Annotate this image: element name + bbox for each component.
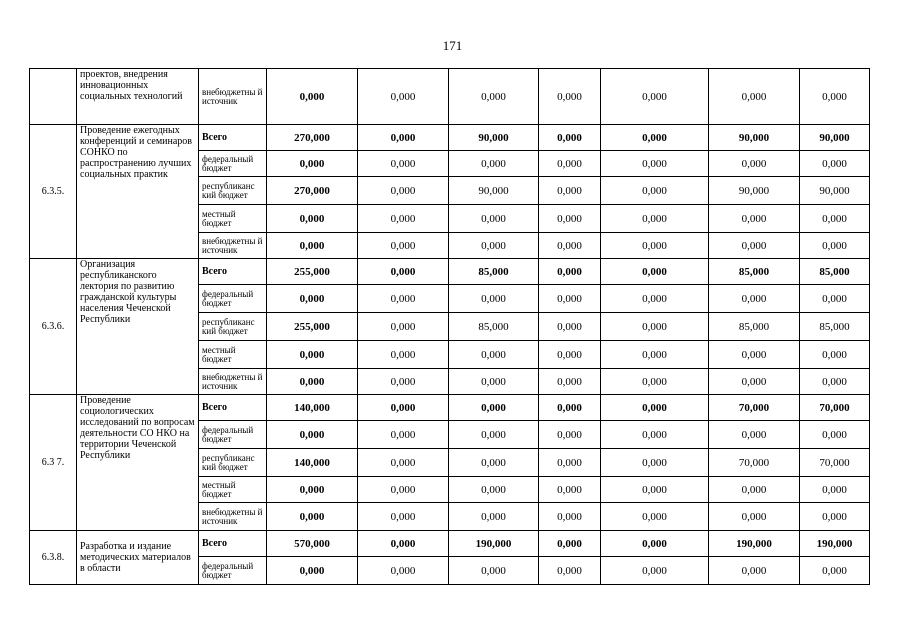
value-cell: 0,000 bbox=[358, 205, 449, 233]
value-cell: 270,000 bbox=[267, 125, 358, 151]
value-cell: 0,000 bbox=[601, 557, 709, 585]
value-cell: 0,000 bbox=[449, 421, 539, 449]
value-cell: 0,000 bbox=[539, 477, 601, 503]
value-cell: 0,000 bbox=[358, 69, 449, 125]
value-cell: 0,000 bbox=[358, 285, 449, 313]
value-cell: 0,000 bbox=[449, 395, 539, 421]
value-cell: 0,000 bbox=[449, 69, 539, 125]
value-cell: 140,000 bbox=[267, 395, 358, 421]
item-title-cell: Проведение социологических исследований по вопросам деятельности СО НКО на территории Чеченской Республики bbox=[77, 395, 199, 531]
value-cell: 0,000 bbox=[709, 503, 800, 531]
item-title-cell: проектов, внедрения инновационных социальных технологий bbox=[77, 69, 199, 125]
value-cell: 90,000 bbox=[709, 177, 800, 205]
funding-source-cell: внебюджетны й источник bbox=[199, 69, 267, 125]
value-cell: 0,000 bbox=[449, 233, 539, 259]
funding-source-cell: Всего bbox=[199, 259, 267, 285]
budget-table bbox=[29, 68, 870, 585]
funding-source-cell: федеральный бюджет bbox=[199, 557, 267, 585]
value-cell: 0,000 bbox=[539, 313, 601, 341]
item-code-cell: 6.3.8. bbox=[30, 531, 77, 585]
funding-source-cell: местный бюджет bbox=[199, 205, 267, 233]
value-cell: 0,000 bbox=[539, 125, 601, 151]
value-cell: 0,000 bbox=[601, 151, 709, 177]
value-cell: 140,000 bbox=[267, 449, 358, 477]
value-cell: 0,000 bbox=[709, 285, 800, 313]
value-cell: 0,000 bbox=[601, 449, 709, 477]
value-cell: 0,000 bbox=[601, 313, 709, 341]
value-cell: 0,000 bbox=[601, 177, 709, 205]
value-cell: 0,000 bbox=[358, 421, 449, 449]
value-cell: 0,000 bbox=[358, 503, 449, 531]
value-cell: 0,000 bbox=[539, 395, 601, 421]
value-cell: 85,000 bbox=[800, 313, 870, 341]
funding-source-cell: местный бюджет bbox=[199, 341, 267, 369]
value-cell: 190,000 bbox=[449, 531, 539, 557]
page-number: 171 bbox=[442, 38, 463, 53]
value-cell: 0,000 bbox=[358, 557, 449, 585]
value-cell: 270,000 bbox=[267, 177, 358, 205]
table-row bbox=[30, 259, 870, 285]
funding-source-cell: местный бюджет bbox=[199, 477, 267, 503]
value-cell: 0,000 bbox=[800, 151, 870, 177]
funding-source-cell: Всего bbox=[199, 125, 267, 151]
value-cell: 70,000 bbox=[800, 449, 870, 477]
value-cell: 0,000 bbox=[539, 177, 601, 205]
value-cell: 0,000 bbox=[358, 177, 449, 205]
value-cell: 0,000 bbox=[800, 285, 870, 313]
value-cell: 0,000 bbox=[800, 233, 870, 259]
funding-source-cell: внебюджетны й источник bbox=[199, 233, 267, 259]
table-row bbox=[30, 531, 870, 557]
value-cell: 85,000 bbox=[709, 259, 800, 285]
value-cell: 0,000 bbox=[539, 503, 601, 531]
value-cell: 0,000 bbox=[358, 233, 449, 259]
value-cell: 0,000 bbox=[267, 233, 358, 259]
value-cell: 70,000 bbox=[800, 395, 870, 421]
funding-source-cell: федеральный бюджет bbox=[199, 151, 267, 177]
value-cell: 0,000 bbox=[358, 259, 449, 285]
value-cell: 85,000 bbox=[449, 313, 539, 341]
value-cell: 0,000 bbox=[800, 69, 870, 125]
value-cell: 90,000 bbox=[449, 177, 539, 205]
value-cell: 0,000 bbox=[709, 341, 800, 369]
value-cell: 0,000 bbox=[709, 69, 800, 125]
value-cell: 0,000 bbox=[539, 449, 601, 477]
value-cell: 0,000 bbox=[601, 503, 709, 531]
value-cell: 0,000 bbox=[267, 341, 358, 369]
value-cell: 0,000 bbox=[358, 341, 449, 369]
funding-source-cell: республиканс кий бюджет bbox=[199, 313, 267, 341]
item-title-cell: Разработка и издание методических материалов в области bbox=[77, 531, 199, 585]
value-cell: 0,000 bbox=[539, 531, 601, 557]
value-cell: 0,000 bbox=[601, 369, 709, 395]
item-title-cell: Проведение ежегодных конференций и семинаров СОНКО по распространению лучших социальных практик bbox=[77, 125, 199, 259]
value-cell: 70,000 bbox=[709, 395, 800, 421]
value-cell: 190,000 bbox=[709, 531, 800, 557]
value-cell: 0,000 bbox=[539, 233, 601, 259]
value-cell: 0,000 bbox=[539, 151, 601, 177]
value-cell: 0,000 bbox=[267, 503, 358, 531]
value-cell: 0,000 bbox=[449, 285, 539, 313]
item-code-cell: 6.3 7. bbox=[30, 395, 77, 531]
funding-source-cell: Всего bbox=[199, 395, 267, 421]
value-cell: 0,000 bbox=[709, 205, 800, 233]
value-cell: 0,000 bbox=[358, 531, 449, 557]
value-cell: 0,000 bbox=[358, 369, 449, 395]
value-cell: 90,000 bbox=[800, 177, 870, 205]
value-cell: 0,000 bbox=[358, 125, 449, 151]
value-cell: 0,000 bbox=[539, 205, 601, 233]
value-cell: 0,000 bbox=[539, 259, 601, 285]
value-cell: 0,000 bbox=[800, 341, 870, 369]
table-row bbox=[30, 125, 870, 151]
value-cell: 0,000 bbox=[449, 151, 539, 177]
value-cell: 0,000 bbox=[800, 421, 870, 449]
value-cell: 0,000 bbox=[601, 421, 709, 449]
funding-source-cell: республиканс кий бюджет bbox=[199, 177, 267, 205]
value-cell: 0,000 bbox=[539, 557, 601, 585]
table-body bbox=[30, 69, 870, 585]
value-cell: 0,000 bbox=[267, 369, 358, 395]
value-cell: 0,000 bbox=[267, 421, 358, 449]
value-cell: 190,000 bbox=[800, 531, 870, 557]
value-cell: 85,000 bbox=[449, 259, 539, 285]
value-cell: 0,000 bbox=[601, 477, 709, 503]
value-cell: 570,000 bbox=[267, 531, 358, 557]
value-cell: 0,000 bbox=[539, 341, 601, 369]
value-cell: 0,000 bbox=[358, 449, 449, 477]
value-cell: 0,000 bbox=[709, 233, 800, 259]
value-cell: 0,000 bbox=[449, 503, 539, 531]
value-cell: 255,000 bbox=[267, 259, 358, 285]
value-cell: 0,000 bbox=[539, 69, 601, 125]
value-cell: 0,000 bbox=[267, 557, 358, 585]
value-cell: 0,000 bbox=[539, 285, 601, 313]
item-title-cell: Организация республиканского лектория по развитию гражданской культуры населения Чеченской Республики bbox=[77, 259, 199, 395]
value-cell: 0,000 bbox=[601, 395, 709, 421]
value-cell: 0,000 bbox=[800, 205, 870, 233]
value-cell: 0,000 bbox=[449, 369, 539, 395]
value-cell: 0,000 bbox=[800, 369, 870, 395]
value-cell: 0,000 bbox=[358, 313, 449, 341]
value-cell: 0,000 bbox=[267, 285, 358, 313]
value-cell: 0,000 bbox=[449, 477, 539, 503]
value-cell: 85,000 bbox=[800, 259, 870, 285]
value-cell: 0,000 bbox=[449, 557, 539, 585]
value-cell: 0,000 bbox=[358, 395, 449, 421]
value-cell: 70,000 bbox=[709, 449, 800, 477]
funding-source-cell: внебюджетны й источник bbox=[199, 503, 267, 531]
value-cell: 0,000 bbox=[601, 259, 709, 285]
value-cell: 0,000 bbox=[601, 531, 709, 557]
value-cell: 0,000 bbox=[601, 341, 709, 369]
value-cell: 0,000 bbox=[709, 557, 800, 585]
value-cell: 0,000 bbox=[601, 125, 709, 151]
value-cell: 0,000 bbox=[601, 205, 709, 233]
value-cell: 0,000 bbox=[358, 151, 449, 177]
value-cell: 90,000 bbox=[709, 125, 800, 151]
table-row bbox=[30, 69, 870, 125]
value-cell: 0,000 bbox=[449, 449, 539, 477]
value-cell: 0,000 bbox=[267, 151, 358, 177]
value-cell: 90,000 bbox=[449, 125, 539, 151]
funding-source-cell: Всего bbox=[199, 531, 267, 557]
value-cell: 0,000 bbox=[267, 205, 358, 233]
value-cell: 0,000 bbox=[267, 69, 358, 125]
item-code-cell: 6.3.5. bbox=[30, 125, 77, 259]
value-cell: 0,000 bbox=[800, 477, 870, 503]
value-cell: 0,000 bbox=[539, 369, 601, 395]
value-cell: 0,000 bbox=[709, 151, 800, 177]
value-cell: 0,000 bbox=[601, 285, 709, 313]
funding-source-cell: внебюджетны й источник bbox=[199, 369, 267, 395]
value-cell: 90,000 bbox=[800, 125, 870, 151]
value-cell: 0,000 bbox=[601, 69, 709, 125]
item-code-cell: 6.3.6. bbox=[30, 259, 77, 395]
table-row bbox=[30, 395, 870, 421]
value-cell: 0,000 bbox=[800, 557, 870, 585]
item-code-cell bbox=[30, 69, 77, 125]
funding-source-cell: федеральный бюджет bbox=[199, 285, 267, 313]
funding-source-cell: республиканс кий бюджет bbox=[199, 449, 267, 477]
value-cell: 0,000 bbox=[539, 421, 601, 449]
funding-source-cell: федеральный бюджет bbox=[199, 421, 267, 449]
value-cell: 255,000 bbox=[267, 313, 358, 341]
value-cell: 0,000 bbox=[449, 205, 539, 233]
value-cell: 0,000 bbox=[709, 477, 800, 503]
value-cell: 0,000 bbox=[358, 477, 449, 503]
value-cell: 0,000 bbox=[709, 369, 800, 395]
value-cell: 0,000 bbox=[267, 477, 358, 503]
value-cell: 0,000 bbox=[800, 503, 870, 531]
value-cell: 0,000 bbox=[449, 341, 539, 369]
value-cell: 85,000 bbox=[709, 313, 800, 341]
value-cell: 0,000 bbox=[601, 233, 709, 259]
value-cell: 0,000 bbox=[709, 421, 800, 449]
